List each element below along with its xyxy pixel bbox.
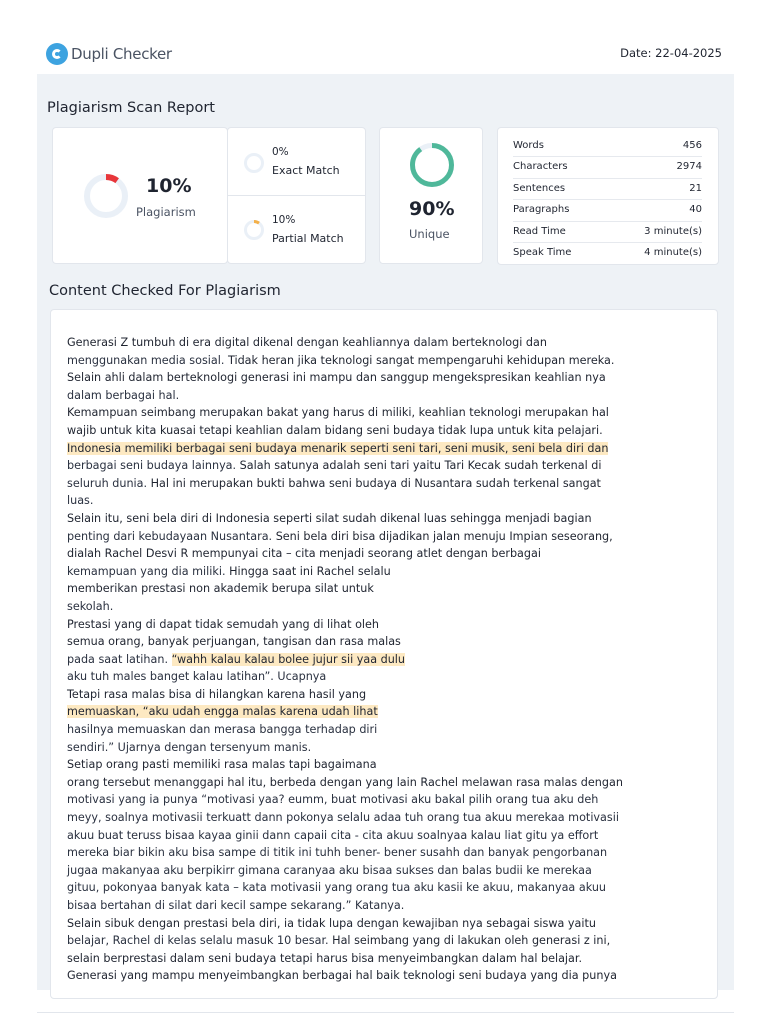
content-text-segment: dialah Rachel Desvi R mempunyai cita – cita menjadi seorang atlet dengan berbagai: [67, 547, 541, 561]
content-line: [67, 862, 707, 880]
content-text-segment: mereka biar bikin aku bisa sampe di titik ini tuhh bener- bener susahh dan banyak pengorbanan: [67, 846, 608, 860]
content-text-segment: menggunakan media sosial.: [67, 353, 228, 367]
content-line: [67, 457, 707, 475]
content-text-segment: semua orang, banyak perjuangan, tangisan dan rasa malas: [67, 635, 401, 649]
content-text-segment: dalam berbagai hal.: [67, 388, 180, 402]
stat-label: Paragraphs: [513, 204, 570, 216]
content-text-segment: pada saat latihan.: [67, 652, 172, 666]
content-text-segment: Tidak heran jika teknologi sangat mempengaruhi kehidupan mereka.: [227, 353, 615, 367]
partial-match-label: Partial Match: [272, 232, 344, 245]
content-text-segment: motivasi yang ia punya “motivasi yaa? eumm, buat motivasi aku bakal pilih orang tua aku deh: [67, 793, 599, 807]
logo-text: Dupli Checker: [71, 45, 172, 63]
stat-value: 456: [682, 140, 702, 151]
content-text-segment: wajib untuk kita kuasai tetapi keahlian dalam bidang seni budaya tidak lupa untuk kita pelajari.: [67, 423, 603, 437]
match-divider: [228, 195, 365, 196]
checked-content: [67, 334, 707, 985]
plagiarism-card: [52, 127, 228, 264]
content-line: [67, 721, 707, 739]
plagiarism-percent: 10%: [146, 175, 192, 197]
content-text-segment: Salah satunya adalah seni tari yaitu Tari Kecak sudah terkenal di: [239, 459, 602, 473]
content-text-segment: berbagai seni budaya lainnya.: [67, 459, 240, 473]
content-line: [67, 950, 707, 968]
content-section-title: Content Checked For Plagiarism: [49, 283, 281, 299]
content-text-segment: Prestasi yang di dapat tidak semudah yang di lihat oleh: [67, 617, 380, 631]
content-text-segment: memberikan prestasi non akademik berupa silat untuk: [67, 582, 374, 596]
content-text-segment: selain berprestasi dalam seni budaya tetapi harus bisa menyeimbangkan dalam hal belajar.: [67, 951, 583, 965]
content-line: [67, 809, 707, 827]
content-text-segment: Seni bela diri bisa dijadikan jalan menuju Impian seseorang,: [275, 529, 613, 543]
content-line: [67, 827, 707, 845]
stat-value: 3 minute(s): [644, 225, 702, 237]
content-line: [67, 616, 707, 634]
content-line: [67, 598, 707, 616]
content-line: [67, 422, 707, 440]
report-date: Date: 22-04-2025: [620, 46, 722, 60]
content-text-segment: meyy, soalnya motivasii terkuatt dann pokonya selalu adaa tuh orang tua akuu merekaa motivasii: [67, 811, 619, 825]
content-card: [50, 309, 718, 999]
unique-donut: [406, 139, 458, 191]
unique-percent: 90%: [409, 198, 455, 220]
content-line: [67, 686, 707, 704]
stat-row-speak-time: [513, 243, 702, 264]
content-line: [67, 651, 707, 669]
content-text-segment: akuu buat teruss bisaa kayaa ginii dann capaii cita - cita akuu soalnyaa kalau liat gitu ya effort: [67, 828, 599, 842]
stat-value: 40: [689, 204, 702, 216]
content-text-segment: sendiri.” Ujarnya dengan tersenyum manis.: [67, 740, 312, 754]
content-text-segment: bisaa bertahan di silat dari kecil sampe sekarang.” Katanya.: [67, 899, 405, 912]
content-text-segment: jugaa makanyaa aku berpikirr gimana caranyaa aku bisaa sukses dan balas budii ke merekaa: [67, 863, 592, 877]
matched-text: memuaskan, “aku udah engga malas karena udah lihat: [67, 705, 378, 719]
matched-text: Indonesia memiliki berbagai seni budaya menarik seperti seni tari, seni musik, seni bela diri dan: [67, 441, 609, 455]
content-text-segment: hasilnya memuaskan dan merasa bangga terhadap diri: [67, 723, 378, 737]
matched-text: “wahh kalau kalau bolee jujur sii yaa dulu: [171, 652, 406, 666]
content-line: [67, 897, 707, 915]
report-title: Plagiarism Scan Report: [47, 100, 215, 116]
page-divider: [37, 1012, 734, 1013]
unique-label: Unique: [409, 227, 450, 241]
content-text-segment: Setiap orang pasti memiliki rasa malas tapi bagaimana: [67, 758, 377, 772]
content-line: [67, 387, 707, 405]
stat-row-paragraphs: [513, 200, 702, 221]
content-line: [67, 879, 707, 897]
stat-row-sentences: [513, 179, 702, 200]
content-text-segment: Selain sibuk dengan prestasi bela diri, ia tidak lupa dengan kewajiban nya sebagai siswa yaitu: [67, 916, 596, 930]
content-line: [67, 352, 707, 370]
stat-label: Speak Time: [513, 246, 572, 258]
content-text-segment: seluruh dunia.: [67, 476, 151, 490]
content-line: [67, 756, 707, 774]
exact-match-label: Exact Match: [272, 164, 340, 177]
content-text-segment: Generasi Z tumbuh di era digital dikenal dengan keahliannya dalam berteknologi dan: [67, 336, 547, 349]
stat-value: 21: [689, 182, 702, 194]
content-line: [67, 528, 707, 546]
content-line: [67, 510, 707, 528]
content-line: [67, 791, 707, 809]
stat-row-words: [513, 136, 702, 157]
stat-label: Words: [513, 140, 544, 151]
content-text-segment: kemampuan yang dia miliki.: [67, 564, 230, 578]
content-text-segment: gituu, pokonyaa banyak kata – kata motivasii yang orang tua aku kasii ke akuu, makanyaa akuu: [67, 881, 607, 895]
content-line: [67, 739, 707, 757]
unique-card: [379, 127, 483, 264]
content-line: [67, 703, 707, 721]
stats-table: [513, 136, 702, 264]
content-text-segment: luas.: [67, 494, 94, 508]
content-text-segment: sekolah.: [67, 599, 114, 613]
stat-row-characters: [513, 157, 702, 178]
content-line: [67, 844, 707, 862]
content-line: [67, 668, 707, 686]
content-text-segment: penting dari kebudayaan Nusantara.: [67, 529, 276, 543]
content-text-segment: Hal ini merupakan bukti bahwa seni budaya di Nusantara sudah terkenal sangat: [150, 476, 601, 490]
content-line: [67, 633, 707, 651]
content-line: [67, 369, 707, 387]
duplichecker-logo[interactable]: [46, 43, 172, 65]
content-line: [67, 563, 707, 581]
page-header: [37, 30, 734, 74]
plagiarism-label: Plagiarism: [136, 205, 196, 219]
content-text-segment: Selain itu, seni bela diri di Indonesia seperti silat sudah dikenal luas sehingga menjadi bagian: [67, 511, 592, 525]
stat-row-read-time: [513, 222, 702, 243]
unique-arc: [413, 146, 452, 185]
content-line: [67, 915, 707, 933]
plagiarism-donut: [81, 171, 131, 221]
content-line: [67, 334, 707, 352]
content-line: [67, 580, 707, 598]
content-text-segment: belajar, Rachel di kelas selalu masuk 10 besar.: [67, 934, 333, 948]
content-text-segment: Generasi yang mampu menyeimbangkan berbagai hal baik teknologi seni budaya yang dia punya: [67, 969, 617, 983]
stat-value: 4 minute(s): [644, 246, 702, 258]
stat-label: Characters: [513, 161, 568, 173]
content-line: [67, 475, 707, 493]
stat-label: Read Time: [513, 225, 566, 237]
content-text-segment: Hingga saat ini Rachel selalu: [229, 564, 391, 578]
exact-match-percent: 0%: [272, 146, 289, 158]
content-text-segment: orang tersebut menanggapi hal itu, berbeda dengan yang lain Rachel melawan rasa malas dengan: [67, 775, 623, 789]
partial-match-percent: 10%: [272, 214, 296, 226]
match-card: [227, 127, 366, 264]
content-text-segment: Tetapi rasa malas bisa di hilangkan karena hasil yang: [67, 687, 367, 701]
content-line: [67, 545, 707, 563]
content-text-segment: Selain ahli dalam berteknologi generasi ini mampu dan sanggup mengekspresikan keahlian nya: [67, 371, 606, 385]
content-line: [67, 404, 707, 422]
stat-label: Sentences: [513, 182, 566, 194]
content-text-segment: Kemampuan seimbang merupakan bakat yang harus di miliki, keahlian teknologi merupakan hal: [67, 406, 609, 420]
content-line: [67, 932, 707, 950]
content-text-segment: aku tuh males banget kalau latihan”. Ucapnya: [67, 670, 327, 684]
exact-match-donut: [243, 152, 265, 174]
content-text-segment: Hal seimbang yang di lakukan oleh generasi z ini,: [332, 934, 611, 948]
content-line: [67, 492, 707, 510]
stat-value: 2974: [676, 161, 702, 173]
content-line: [67, 967, 707, 985]
content-line: [67, 774, 707, 792]
partial-match-donut: [243, 219, 265, 241]
logo-icon: [46, 43, 68, 65]
content-line: [67, 440, 707, 458]
